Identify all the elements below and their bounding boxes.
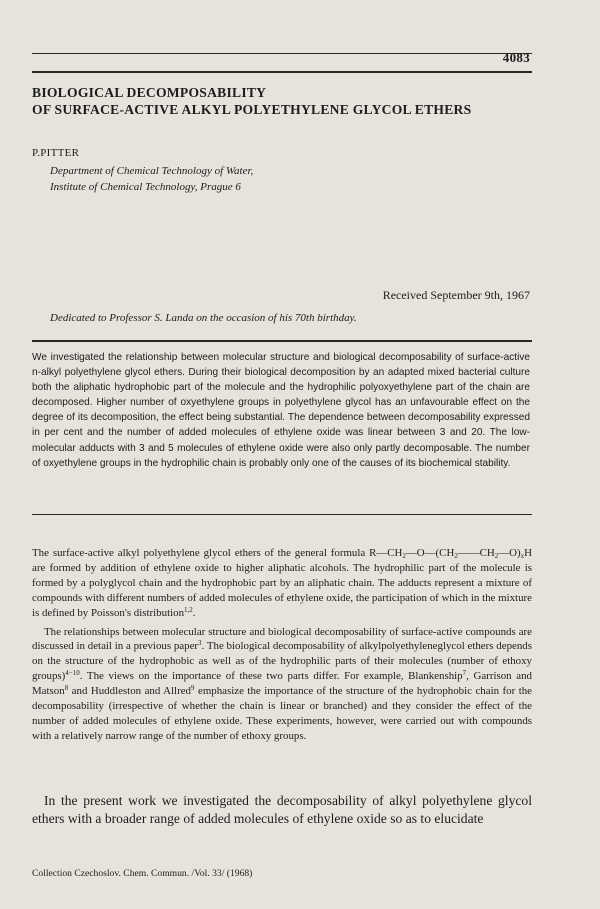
received-date: Received September 9th, 1967: [382, 288, 530, 302]
abstract-rule-top: [32, 340, 532, 342]
affiliation-line-2: Institute of Chemical Technology, Prague 6: [50, 181, 241, 193]
dedication: Dedicated to Professor S. Landa on the occasion of his 70th birthday.: [50, 312, 357, 324]
paragraph-3: In the present work we investigated the decomposability of alkyl polyethylene glycol ethers with a broader range of added molecules of ethylene oxide so as to elucidate: [32, 793, 532, 826]
article-title: [32, 84, 552, 118]
title-line-2: OF SURFACE-ACTIVE ALKYL POLYETHYLENE GLYCOL ETHERS: [32, 102, 472, 117]
abstract-rule-bottom: [32, 514, 532, 515]
paragraph-2: The relationships between molecular structure and biological decomposability of surface-active compounds are discussed in detail in a previous paper$^3$. The biological decomposability of alkylpolyethyleneglycol ethers depends on the structure of the hydrophobic as well as of the hydrophilic parts of their molecules (number of ethoxy groups)$^{4-10}$. The views on the importance of these two parts differ. For example, Blankenship$^7$, Garrison and Matson$^8$ and Huddleston and Allred$^9$ emphasize the importance of the structure of the hydrophobic chain for the decomposability (irrespective of whether the chain is linear or branched) and they consider the effect of the number of added molecules of ethylene oxide. These experiments, however, were carried out with compounds with a relatively narrow range of the number of ethoxy groups.: [32, 625, 532, 742]
author-affiliation: [50, 163, 500, 195]
header-rule-top: [32, 53, 532, 54]
header-rule-bottom: [32, 71, 532, 73]
page-number: 4083: [502, 50, 530, 65]
body-text: [32, 546, 532, 744]
paragraph-1: The surface-active alkyl polyethylene glycol ethers of the general formula $R—CH_2—O—(CH_2——CH_2—O)_xH$ are formed by addition of ethylene oxide to higher aliphatic alcohols. The hydrophilic part of the molecule is formed by a polyglycol chain and the hydrophobic part by an aliphatic chain. The adducts represent a mixture of compounds with different numbers of added molecules of ethylene oxide, the participation of which in the mixture is defined by Poisson's distribution$^{1,2}$.: [32, 547, 532, 619]
author-name: P.PITTER: [32, 147, 80, 159]
journal-citation-footer: Collection Czechoslov. Chem. Commun. /Vol. 33/ (1968): [32, 868, 253, 879]
abstract: We investigated the relationship between molecular structure and biological decomposability of surface-active n-alkyl polyethylene glycol ethers. During their biological decomposition by an adapted mixed bacterial culture both the aliphatic hydrophobic part of the molecule and the hydrophilic polyoxyethylene part of the chain are decomposed. Higher number of oxyethylene groups in polyethylene glycol has an unfavourable effect on the degree of its decomposition, the effect being substantial. The dependence between decomposability expressed in per cent and the number of added molecules of ethylene oxide was linear between 3 and 20. The low-molecular adducts with 3 and 5 molecules of ethylene oxide were also only partly decomposable. The number of oxyethylene groups in the hydrophilic chain is probably only one of the causes of its biochemical stability.: [32, 352, 530, 469]
affiliation-line-1: Department of Chemical Technology of Water,: [50, 165, 254, 177]
title-line-1: BIOLOGICAL DECOMPOSABILITY: [32, 85, 267, 100]
